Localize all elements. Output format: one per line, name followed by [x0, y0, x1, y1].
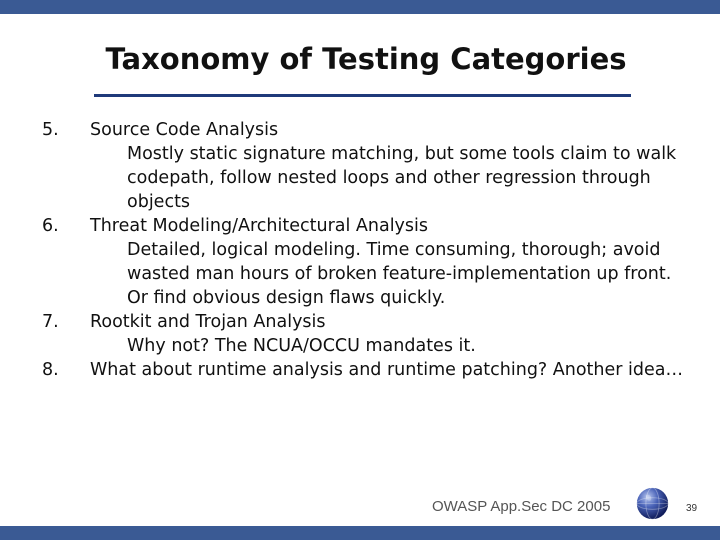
- item-number: 5.: [42, 120, 59, 140]
- item-number: 8.: [42, 360, 59, 380]
- sub-bullet-line: wasted man hours of broken feature-implementation up front.: [127, 264, 672, 284]
- item-text: Threat Modeling/Architectural Analysis: [90, 216, 429, 236]
- sub-bullet-line: Mostly static signature matching, but some tools claim to walk: [127, 144, 677, 164]
- title-underline: [94, 94, 631, 97]
- item-text: What about runtime analysis and runtime patching? Another idea…: [90, 360, 683, 380]
- sub-bullet-line: Detailed, logical modeling. Time consuming, thorough; avoid: [127, 240, 661, 260]
- sub-bullet-line: codepath, follow nested loops and other regression through: [127, 168, 651, 188]
- item-text: Rootkit and Trojan Analysis: [90, 312, 326, 332]
- footer-text: OWASP App.Sec DC 2005: [432, 498, 611, 515]
- item-number: 7.: [42, 312, 59, 332]
- sub-bullet-line: Or find obvious design flaws quickly.: [127, 288, 446, 308]
- sub-bullet-line: objects: [127, 192, 191, 212]
- slide-title: Taxonomy of Testing Categories: [105, 42, 627, 76]
- item-number: 6.: [42, 216, 59, 236]
- top-bar: [0, 0, 720, 14]
- bottom-bar: [0, 526, 720, 540]
- item-text: Source Code Analysis: [90, 120, 279, 140]
- sub-bullet-line: Why not? The NCUA/OCCU mandates it.: [127, 336, 476, 356]
- page-number: 39: [686, 503, 698, 514]
- globe-icon: [636, 487, 669, 520]
